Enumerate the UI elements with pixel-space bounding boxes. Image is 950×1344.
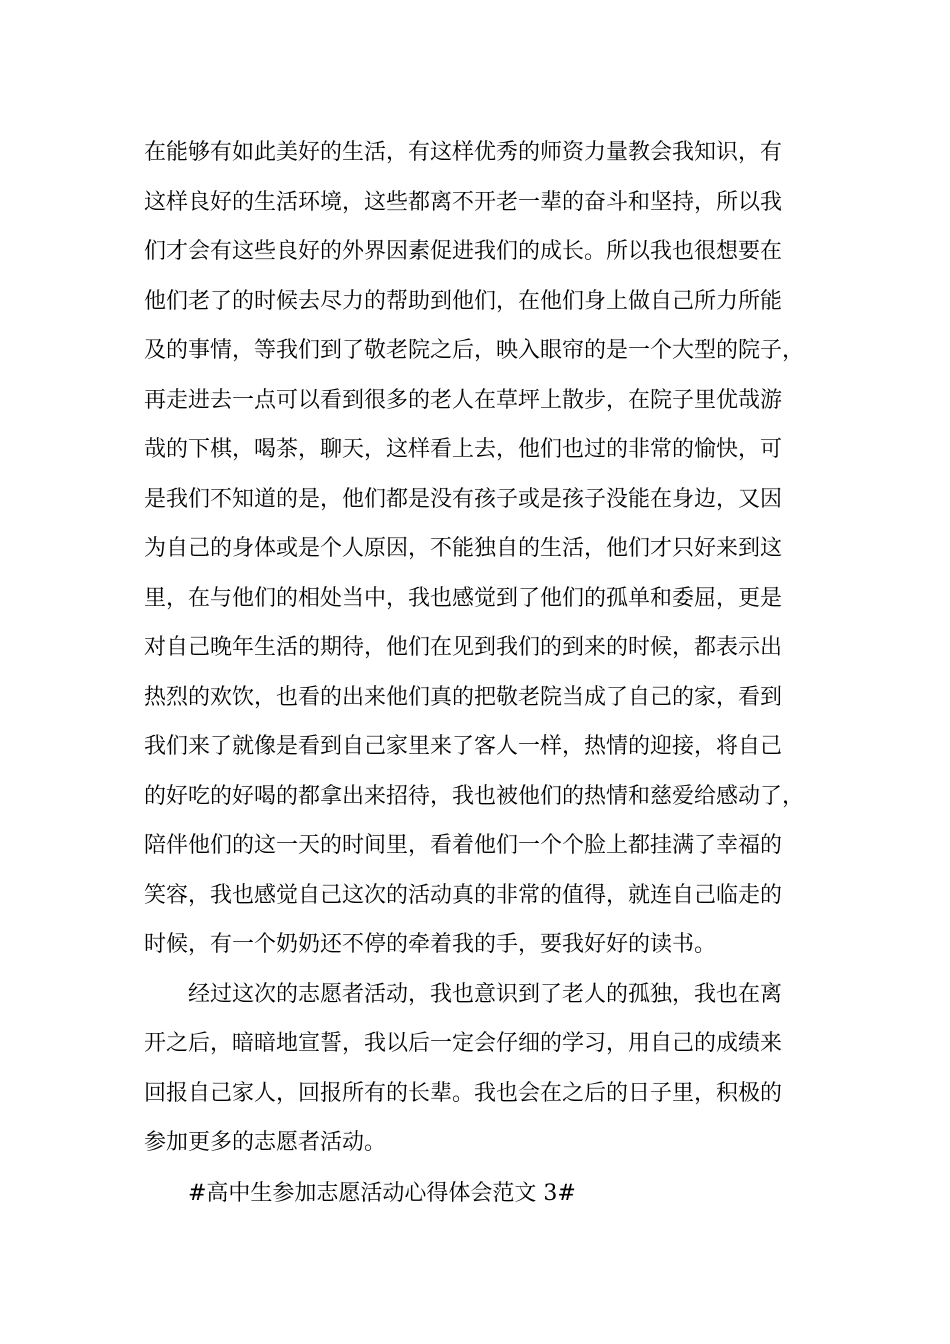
text-line: 我们来了就像是看到自己家里来了客人一样，热情的迎接，将自己 [144, 734, 783, 759]
text-line: 的好吃的好喝的都拿出来招待，我也被他们的热情和慈爱给感动了， [144, 783, 805, 809]
text-line: 对自己晚年生活的期待，他们在见到我们的到来的时候，都表示出 [144, 635, 783, 660]
text-line: 经过这次的志愿者活动，我也意识到了老人的孤独，我也在离 [188, 981, 783, 1007]
text-line: 是我们不知道的是，他们都是没有孩子或是孩子没能在身边，又因 [144, 486, 783, 512]
text-line: 这样良好的生活环境，这些都离不开老一辈的奋斗和坚持，所以我 [144, 189, 783, 215]
text-line: 开之后，暗暗地宣誓，我以后一定会仔细的学习，用自己的成绩来 [144, 1031, 783, 1056]
text-line: 里，在与他们的相处当中，我也感觉到了他们的孤单和委屈，更是 [144, 585, 783, 611]
paragraph-2 [144, 970, 809, 1168]
text-line: 为自己的身体或是个人原因，不能独自的生活，他们才只好来到这 [144, 536, 783, 561]
text-line: 热烈的欢饮，也看的出来他们真的把敬老院当成了自己的家，看到 [144, 684, 783, 710]
text-line: 他们老了的时候去尽力的帮助到他们，在他们身上做自己所力所能 [144, 288, 783, 314]
paragraph-1 [144, 128, 809, 970]
text-line: 们才会有这些良好的外界因素促进我们的成长。所以我也很想要在 [144, 239, 783, 264]
document-body [144, 128, 809, 1218]
text-line: 参加更多的志愿者活动。 [144, 1130, 387, 1155]
section-heading: #高中生参加志愿活动心得体会范文 3# [188, 1180, 576, 1206]
text-line: 回报自己家人，回报所有的长辈。我也会在之后的日子里，积极的 [144, 1080, 783, 1106]
text-line: 笑容，我也感觉自己这次的活动真的非常的值得，就连自己临走的 [144, 882, 783, 908]
text-line: 再走进去一点可以看到很多的老人在草坪上散步，在院子里优哉游 [144, 387, 783, 413]
text-line: 陪伴他们的这一天的时间里，看着他们一个个脸上都挂满了幸福的 [144, 833, 783, 858]
text-line: 及的事情，等我们到了敬老院之后，映入眼帘的是一个大型的院子， [144, 338, 805, 363]
text-line: 在能够有如此美好的生活，有这样优秀的师资力量教会我知识，有 [144, 140, 783, 165]
text-line: 时候，有一个奶奶还不停的牵着我的手，要我好好的读书。 [144, 932, 717, 957]
text-line: 哉的下棋，喝茶，聊天，这样看上去，他们也过的非常的愉快，可 [144, 437, 783, 462]
